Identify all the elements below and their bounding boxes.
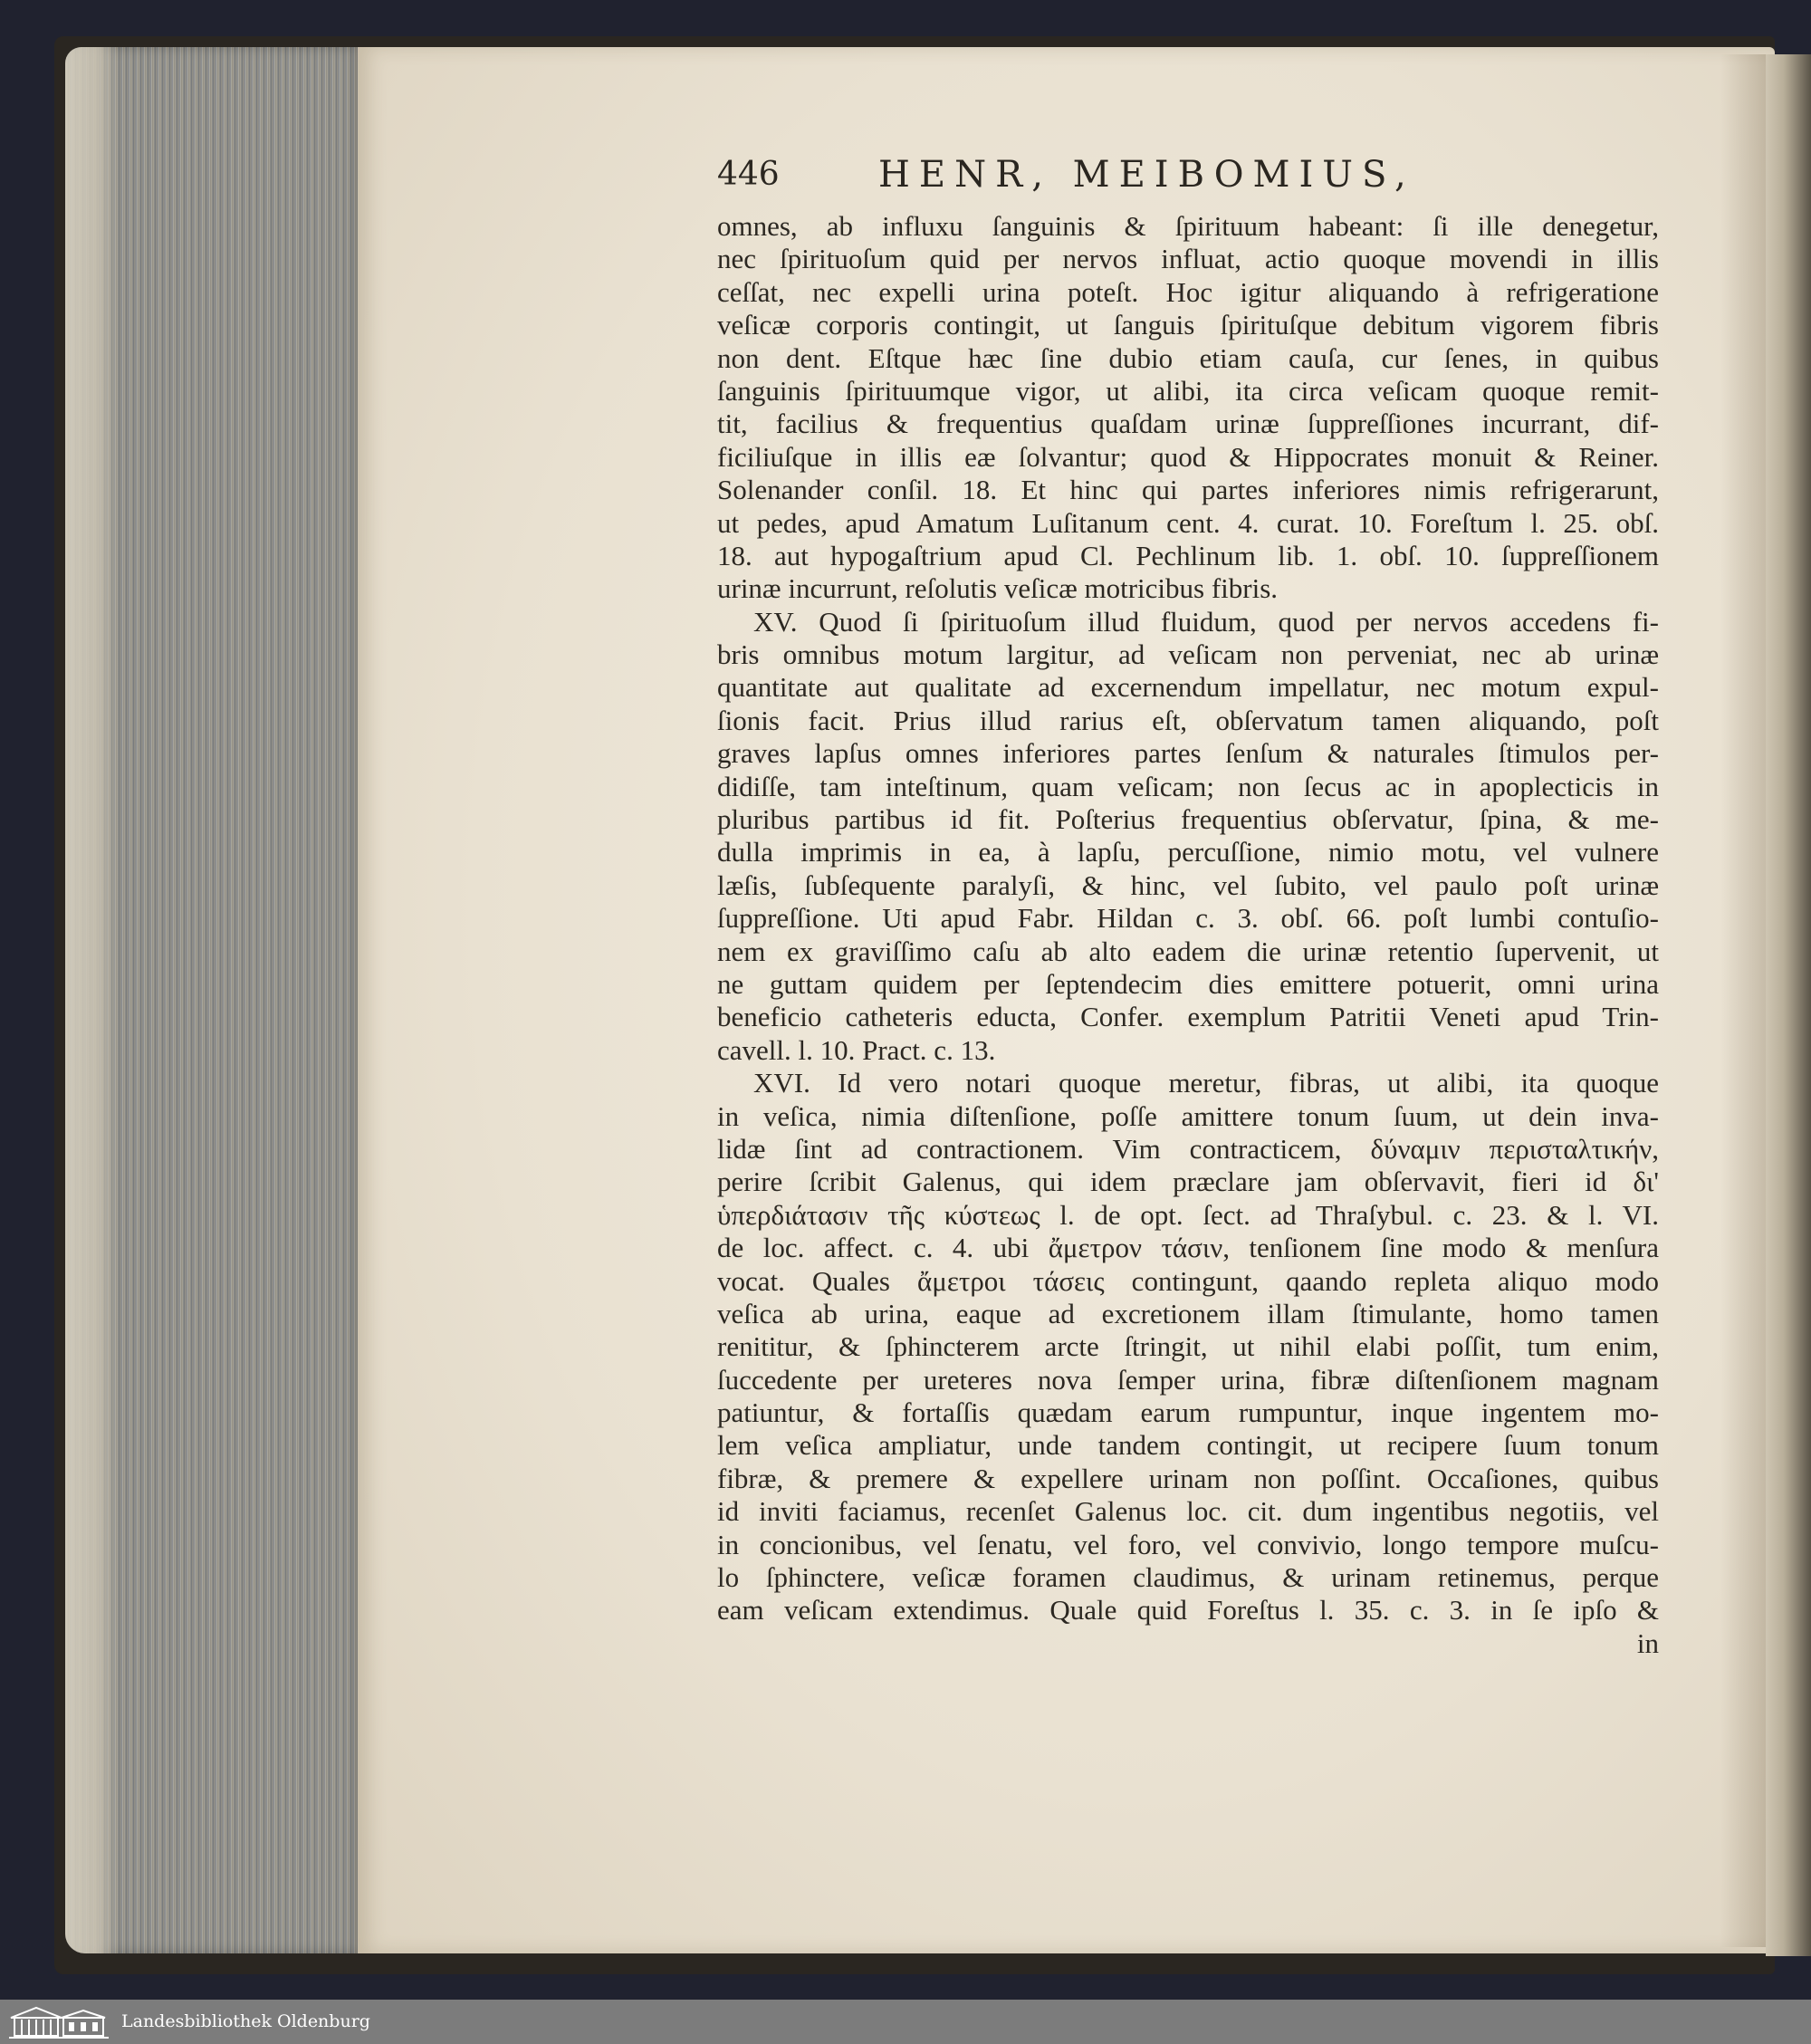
text-line: quantitate aut qualitate ad excernendum impellatur, nec motum expul- [717, 671, 1659, 704]
text-line: beneficio catheteris educta, Confer. exemplum Patritii Veneti apud Trin- [717, 1001, 1659, 1033]
text-line: ſuppreſſione. Uti apud Fabr. Hildan c. 3. obſ. 66. poſt lumbi contuſio- [717, 902, 1659, 935]
text-line: in concionibus, vel ſenatu, vel foro, vel convivio, longo tempore muſcu- [717, 1528, 1659, 1560]
text-line: 18. aut hypogaſtrium apud Cl. Pechlinum lib. 1. obſ. 10. ſuppreſſionem [717, 539, 1659, 571]
text-line: ceſſat, nec expelli urina poteſt. Hoc igitur aliquando à refrigeratione [717, 275, 1659, 308]
cover-edge [65, 47, 120, 1953]
running-head-title: HENR, MEIBOMIUS, [878, 154, 1415, 196]
page-number: 446 [717, 156, 780, 193]
text-line: fibræ, & premere & expellere urinam non poſſint. Occaſiones, quibus [717, 1462, 1659, 1494]
text-line: tit, facilius & frequentius quaſdam urinæ ſuppreſſiones incurrant, dif- [717, 408, 1659, 440]
text-line: de loc. affect. c. 4. ubi ἄμετρον τάσιν, tenſionem ſine modo & menſura [717, 1232, 1659, 1264]
running-head [717, 156, 1659, 201]
text-line: Solenander conſil. 18. Et hinc qui partes inferiores nimis refrigerarunt, [717, 474, 1659, 506]
text-line: dulla imprimis in ea, à lapſu, percuſſione, nimio motu, vel vulnere [717, 836, 1659, 868]
text-line: nem ex graviſſimo caſu ab alto eadem die urinæ retentio ſupervenit, ut [717, 935, 1659, 967]
gutter-shadow [1720, 54, 1770, 1947]
text-line: lo ſphinctere, veſicæ foramen claudimus, & urinam retinemus, perque [717, 1561, 1659, 1594]
text-line: læſis, ſubſequente paralyſi, & hinc, vel ſubito, vel paulo poſt urinæ [717, 868, 1659, 901]
text-line: pluribus partibus id fit. Poſterius frequentius obſervatur, ſpina, & me- [717, 803, 1659, 836]
text-line: omnes, ab influxu ſanguinis & ſpirituum habeant: ſi ille denegetur, [717, 210, 1659, 242]
text-line: ſionis facit. Prius illud rarius eſt, obſervatum tamen aliquando, poſt [717, 704, 1659, 736]
text-line: graves lapſus omnes inferiores partes ſenſum & naturales ſtimulos per- [717, 737, 1659, 770]
text-line: veſica ab urina, eaque ad excretionem illam ſtimulante, homo tamen [717, 1297, 1659, 1329]
text-line: vocat. Quales ἄμετροι τάσεις contingunt, qaando repleta aliquo modo [717, 1264, 1659, 1297]
text-line: ne guttam quidem per ſeptendecim dies emittere potuerit, omni urina [717, 967, 1659, 1000]
text-line: id inviti faciamus, recenſet Galenus loc. cit. dum ingentibus negotiis, vel [717, 1495, 1659, 1528]
text-line: renititur, & ſphincterem arcte ſtringit, ut nihil elabi poſſit, tum enim, [717, 1330, 1659, 1363]
text-line: in veſica, nimia diſtenſione, poſſe amittere tonum ſuum, ut dein inva- [717, 1099, 1659, 1132]
text-line: eam veſicam extendimus. Quale quid Foreſtus l. 35. c. 3. in ſe ipſo & [717, 1594, 1659, 1627]
body-text [717, 210, 1659, 1660]
text-line: urinæ incurrunt, reſolutis veſicæ motricibus fibris. [717, 572, 1279, 605]
text-line: ſanguinis ſpirituumque vigor, ut alibi, ita circa veſicam quoque remit- [717, 374, 1659, 407]
text-line: lem veſica ampliatur, unde tandem contingit, ut recipere ſuum tonum [717, 1429, 1659, 1462]
text-line: non dent. Eſtque hæc ſine dubio etiam cauſa, cur ſenes, in quibus [717, 341, 1659, 374]
text-line: bris omnibus motum largitur, ad veſicam non perveniat, nec ab urinæ [717, 638, 1659, 671]
text-line: ſuccedente per ureteres nova ſemper urina, fibræ diſtenſionem magnam [717, 1363, 1659, 1396]
section-xv-start: XV. Quod ſi ſpirituoſum illud fluidum, quod per nervos accedens fi- [753, 605, 1659, 638]
text-line: lidæ ſint ad contractionem. Vim contracticem, δύναμιν περισταλτικήν, [717, 1132, 1659, 1165]
text-line: patiuntur, & fortaſſis quædam earum rumpuntur, inque ingentem mo- [717, 1396, 1659, 1429]
library-building-icon [9, 2005, 109, 2039]
text-line: ὑπερδιάτασιν τῆς κύστεως l. de opt. ſect. ad Thraſybul. c. 23. & l. VI. [717, 1198, 1659, 1231]
library-name: Landesbibliothek Oldenburg [121, 2011, 370, 2031]
text-line: perire ſcribit Galenus, qui idem præclare jam obſervavit, fieri id δι' [717, 1166, 1659, 1198]
text-line: ut pedes, apud Amatum Luſitanum cent. 4. curat. 10. Foreſtum l. 25. obſ. [717, 506, 1659, 539]
facing-page-edge [1766, 54, 1811, 1956]
text-line: ficiliuſque in illis eæ ſolvantur; quod & Hippocrates monuit & Reiner. [717, 440, 1659, 473]
catchword: in [1636, 1627, 1659, 1659]
text-line: nec ſpirituoſum quid per nervos influat, actio quoque movendi in illis [717, 243, 1659, 275]
text-line: cavell. l. 10. Pract. c. 13. [717, 1033, 996, 1066]
section-xvi-start: XVI. Id vero notari quoque meretur, fibras, ut alibi, ita quoque [753, 1067, 1659, 1099]
text-line: veſicæ corporis contingit, ut ſanguis ſpirituſque debitum vigorem fibris [717, 309, 1659, 341]
text-line: didiſſe, tam inteſtinum, quam veſicam; non ſecus ac in apoplecticis in [717, 770, 1659, 802]
